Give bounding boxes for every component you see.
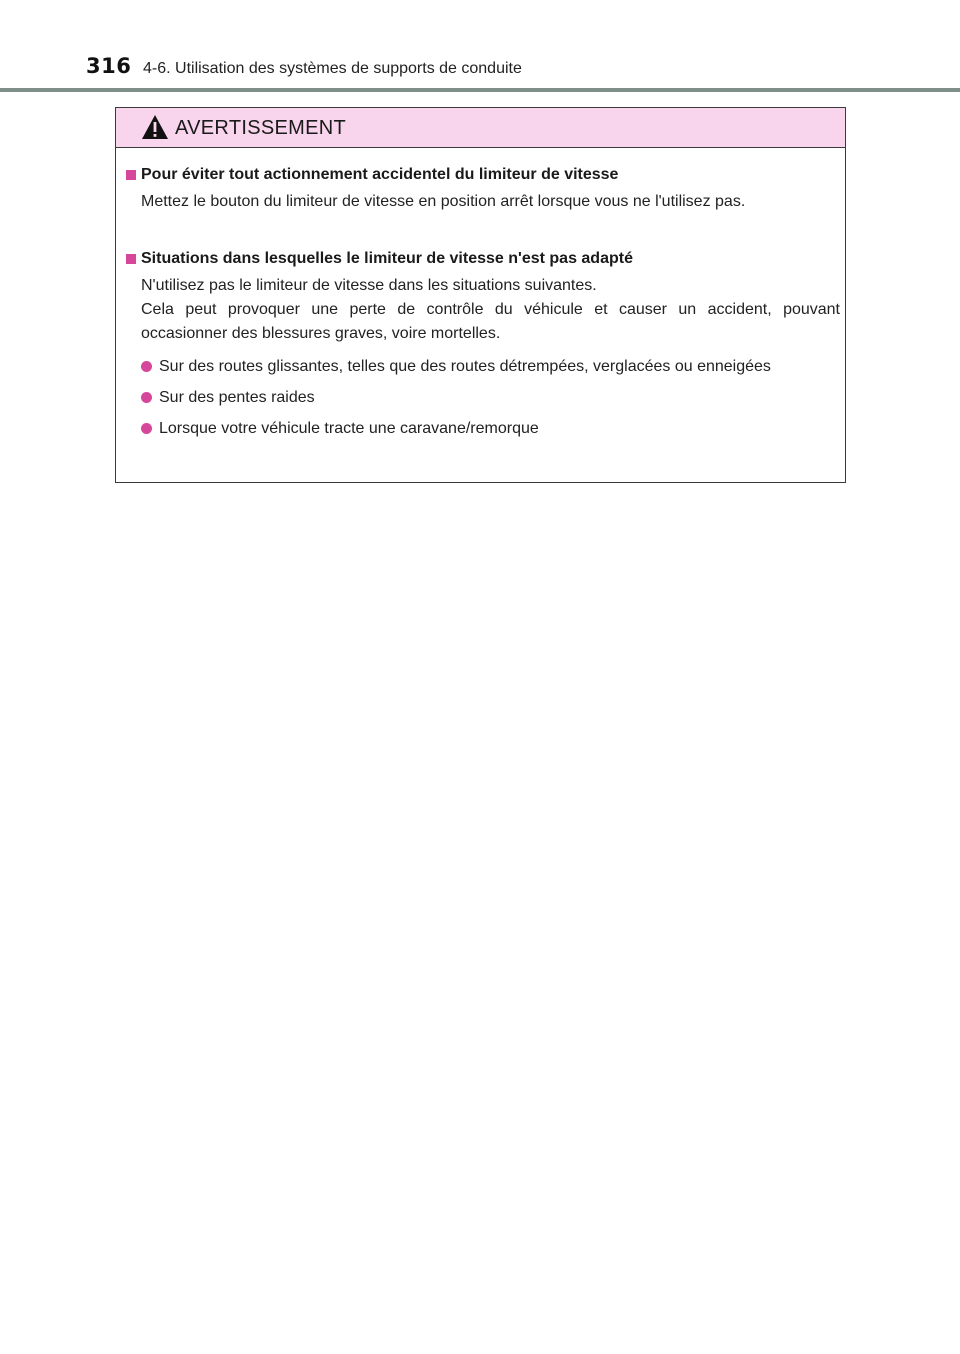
section-title: 4-6. Utilisation des systèmes de supports de conduite — [143, 60, 522, 77]
warning-box — [115, 107, 846, 483]
list-item-text: Lorsque votre véhicule tracte une caravane/remorque — [159, 420, 539, 437]
section-heading — [126, 248, 840, 270]
list-item-text: Sur des pentes raides — [159, 389, 315, 406]
section-heading — [126, 164, 840, 186]
round-bullet-icon — [141, 392, 152, 403]
page-header — [0, 0, 960, 92]
header-rule — [0, 88, 960, 92]
section-heading-text: Pour éviter tout actionnement accidentel du limiteur de vitesse — [141, 166, 619, 183]
list-item — [126, 386, 840, 410]
round-bullet-icon — [141, 423, 152, 434]
square-bullet-icon — [126, 254, 136, 264]
page-number: 316 — [86, 54, 132, 78]
warning-section-unsuitable-situations — [126, 248, 840, 441]
list-item — [126, 417, 840, 441]
list-item — [126, 355, 840, 379]
warning-section-accidental-activation — [126, 164, 840, 214]
warning-header — [116, 108, 845, 148]
square-bullet-icon — [126, 170, 136, 180]
section-heading-text: Situations dans lesquelles le limiteur de vitesse n'est pas adapté — [141, 250, 633, 267]
warning-title: AVERTISSEMENT — [175, 117, 346, 139]
section-paragraph — [126, 190, 840, 214]
paragraph-text: Cela peut provoquer une perte de contrôle du véhicule et causer un accident, pouvant occasionner des blessures graves, voire mortelles. — [141, 301, 840, 342]
round-bullet-icon — [141, 361, 152, 372]
list-item-text: Sur des routes glissantes, telles que des routes détrempées, verglacées ou enneigées — [159, 358, 771, 375]
paragraph-text: N'utilisez pas le limiteur de vitesse dans les situations suivantes. — [141, 277, 597, 294]
section-paragraph — [126, 274, 840, 346]
paragraph-text: Mettez le bouton du limiteur de vitesse en position arrêt lorsque vous ne l'utilisez pas. — [141, 193, 746, 210]
warning-triangle-icon — [141, 114, 169, 140]
